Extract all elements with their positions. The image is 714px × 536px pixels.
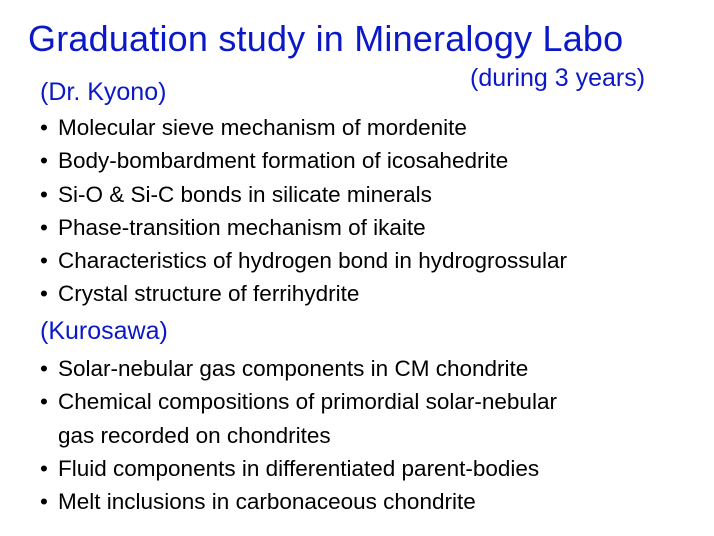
- bullet-icon: •: [40, 389, 48, 415]
- bullet-icon: •: [40, 181, 48, 207]
- list-item-continuation: gas recorded on chondrites: [58, 422, 331, 448]
- kyono-topic-list: [40, 111, 567, 311]
- bullet-icon: •: [40, 248, 48, 274]
- bullet-icon: •: [40, 214, 48, 240]
- list-item: • Chemical compositions of primordial solar-nebular: [40, 385, 557, 418]
- kurosawa-topic-list: [40, 352, 557, 518]
- list-item: • Molecular sieve mechanism of mordenite: [40, 111, 567, 144]
- list-item: • Crystal structure of ferrihydrite: [40, 277, 567, 310]
- list-item: • Phase-transition mechanism of ikaite: [40, 211, 567, 244]
- section-heading-kyono: (Dr. Kyono): [40, 78, 167, 106]
- list-item: • Fluid components in differentiated parent-bodies: [40, 452, 557, 485]
- section-heading-kurosawa: (Kurosawa): [40, 317, 168, 345]
- bullet-icon: •: [40, 148, 48, 174]
- list-item: • Si-O & Si-C bonds in silicate minerals: [40, 178, 567, 211]
- bullet-icon: •: [40, 455, 48, 481]
- list-item: • Characteristics of hydrogen bond in hydrogrossular: [40, 244, 567, 277]
- slide-title: Graduation study in Mineralogy Labo: [28, 18, 624, 59]
- bullet-icon: •: [40, 281, 48, 307]
- list-item: • Body-bombardment formation of icosahedrite: [40, 144, 567, 177]
- bullet-icon: •: [40, 356, 48, 381]
- list-item: • Solar-nebular gas components in CM chondrite: [40, 352, 557, 385]
- slide-subtitle: (during 3 years): [470, 64, 646, 92]
- bullet-icon: •: [40, 489, 48, 515]
- list-item: • Melt inclusions in carbonaceous chondrite: [40, 485, 557, 518]
- bullet-icon: •: [40, 115, 48, 140]
